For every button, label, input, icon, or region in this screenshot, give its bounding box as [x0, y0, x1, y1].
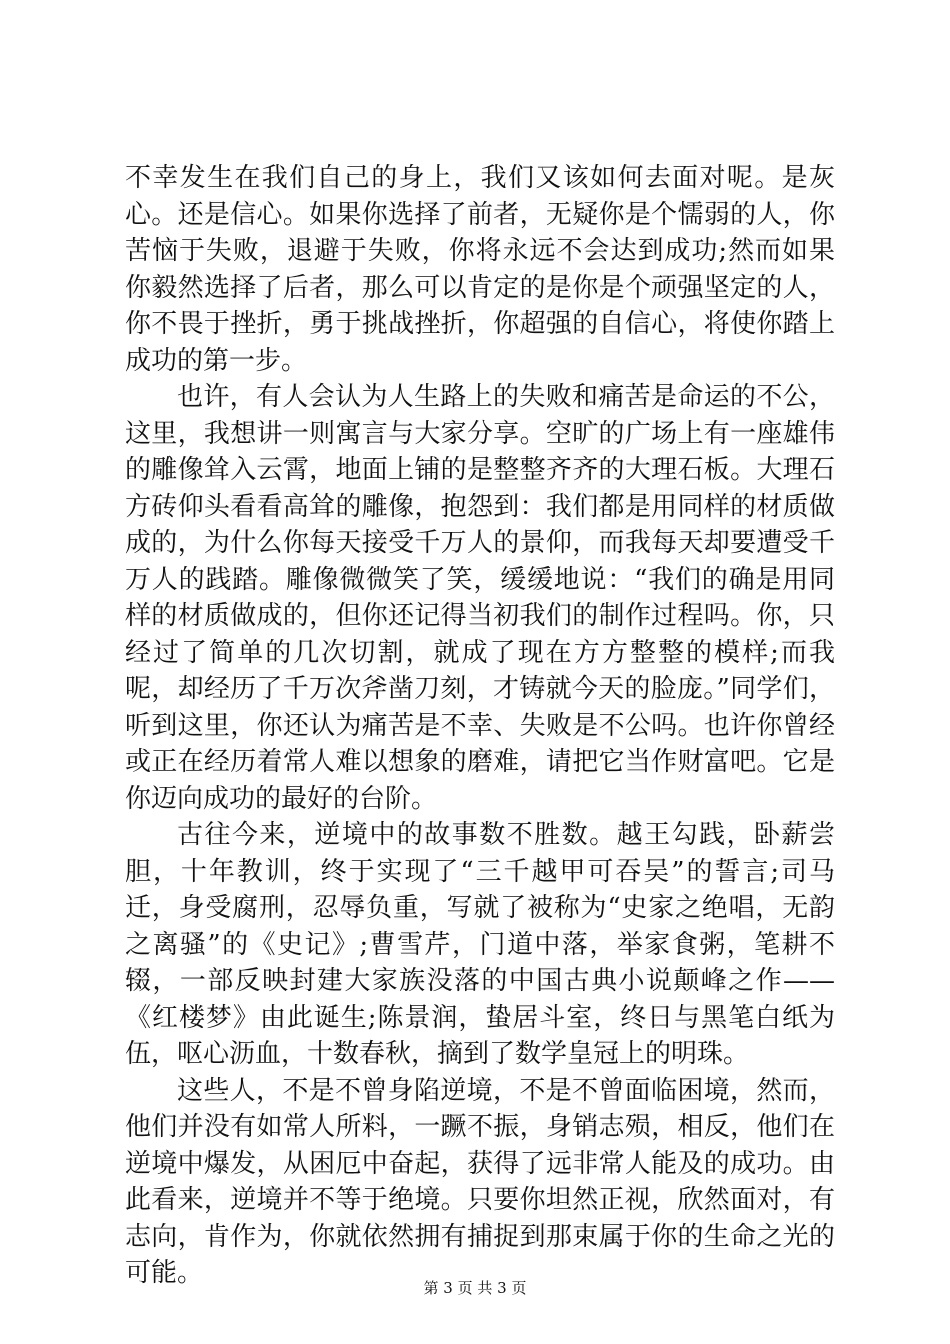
paragraph-fable: 也许，有人会认为人生路上的失败和痛苦是命运的不公，这里，我想讲一则寓言与大家分享。空旷的广场上有一座雄伟的雕像耸入云霄，地面上铺的是整整齐齐的大理石板。大理石方砖仰头看看高耸的雕像，抱怨到：我们都是用同样的材质做成的，为什么你每天接受千万人的景仰，而我每天却要遭受千万人的践踏。雕像微微笑了笑，缓缓地说：“我们的确是用同样的材质做成的，但你还记得当初我们的制作过程吗。你，只经过了简单的几次切割，就成了现在方方整整的模样;而我呢，却经历了千万次斧凿刀刻，才铸就今天的脸庞。”同学们，听到这里，你还认为痛苦是不幸、失败是不公吗。也许你曾经或正在经历着常人难以想象的磨难，请把它当作财富吧。它是你迈向成功的最好的台阶。 — [125, 382, 835, 814]
paragraph-continuation: 不幸发生在我们自己的身上，我们又该如何去面对呢。是灰心。还是信心。如果你选择了前者，无疑你是个懦弱的人，你苦恼于失败，退避于失败，你将永远不会达到成功;然而如果你毅然选择了后者，那么可以肯定的是你是个顽强坚定的人，你不畏于挫折，勇于挑战挫折，你超强的自信心，将使你踏上成功的第一步。 — [125, 163, 835, 376]
paragraph-historical-examples: 古往今来，逆境中的故事数不胜数。越王勾践，卧薪尝胆，十年教训，终于实现了“三千越甲可吞吴”的誓言;司马迁，身受腐刑，忍辱负重，写就了被称为“史家之绝唱，无韵之离骚”的《史记》;曹雪芹，门道中落，举家食粥，笔耕不辍，一部反映封建大家族没落的中国古典小说颠峰之作——《红楼梦》由此诞生;陈景润，蛰居斗室，终日与黑笔白纸为伍，呕心沥血，十数春秋，摘到了数学皇冠上的明珠。 — [125, 820, 835, 1069]
document-body — [125, 160, 835, 1292]
paragraph-conclusion: 这些人，不是不曾身陷逆境，不是不曾面临困境，然而，他们并没有如常人所料，一蹶不振，身销志殒，相反，他们在逆境中爆发，从困厄中奋起，获得了远非常人能及的成功。由此看来，逆境并不等于绝境。只要你坦然正视，欣然面对，有志向，肯作为，你就依然拥有捕捉到那束属于你的生命之光的可能。 — [125, 1075, 835, 1288]
page-number-footer: 第 3 页 共 3 页 — [423, 1279, 527, 1297]
